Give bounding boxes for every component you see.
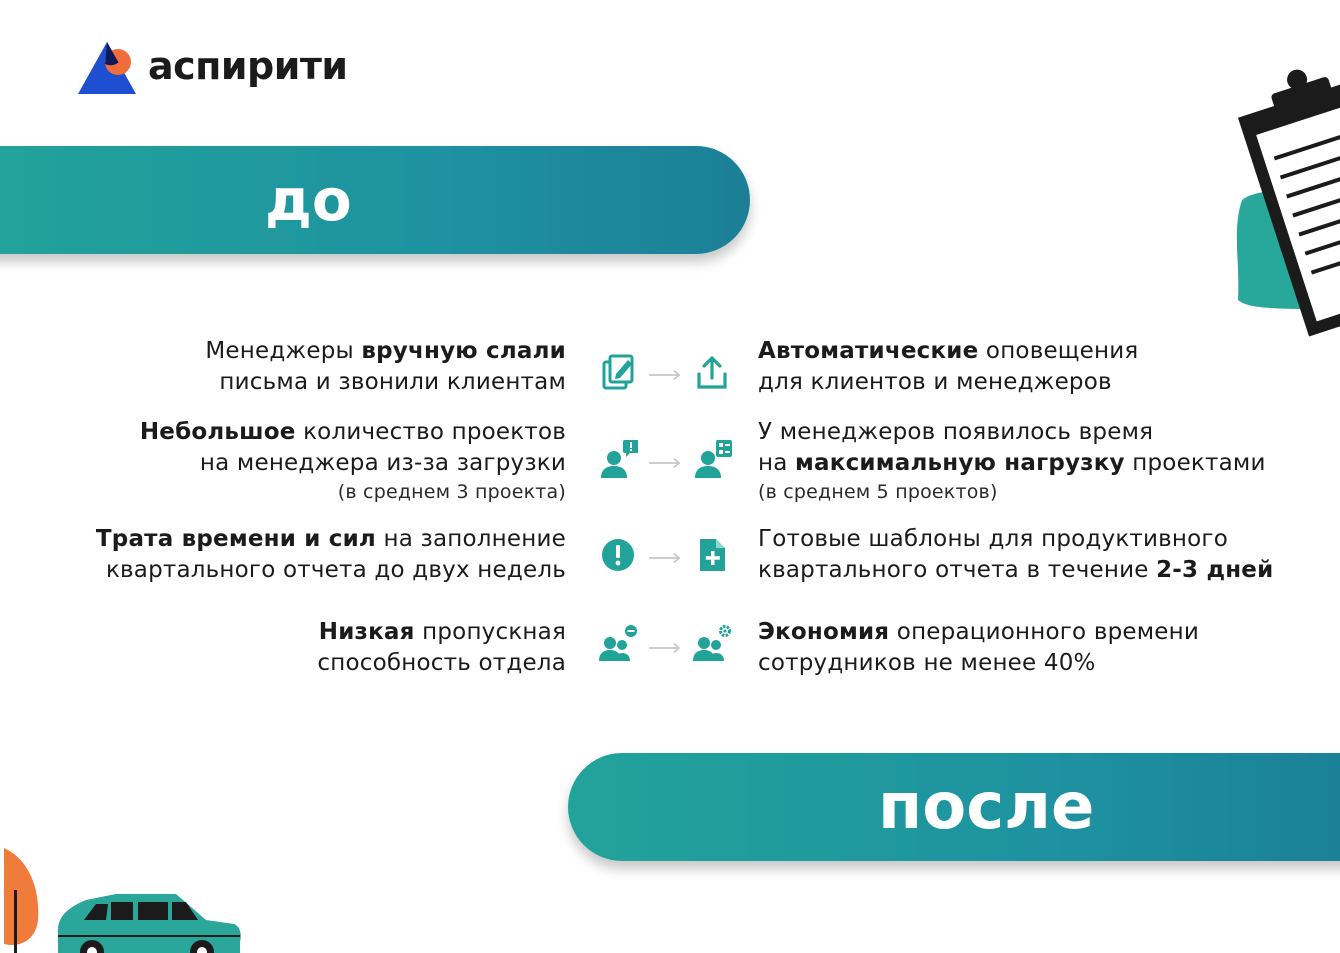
body-text: У менеджеров появилось время — [758, 419, 1154, 445]
text-line — [96, 524, 566, 555]
body-text: сотрудников не менее 40% — [758, 650, 1096, 676]
body-text: квартального отчета до двух недель — [105, 557, 566, 583]
before-description — [205, 336, 566, 398]
add-document-icon — [692, 535, 732, 575]
after-description — [758, 417, 1266, 505]
emphasis-text: Экономия — [758, 619, 890, 645]
upload-icon — [692, 352, 732, 392]
before-description — [317, 617, 566, 679]
emphasis-text: Трата времени и сил — [95, 526, 376, 552]
logo-mark-icon — [78, 40, 138, 96]
group-minus-icon — [598, 625, 638, 665]
text-line — [758, 367, 1138, 398]
body-text: оповещения — [978, 338, 1139, 364]
before-description — [140, 417, 566, 505]
emphasis-text: максимальную нагрузку — [795, 450, 1125, 476]
exclamation-circle-icon — [598, 535, 638, 575]
body-text: способность отдела — [317, 650, 566, 676]
before-banner-label: до — [265, 166, 352, 234]
emphasis-text: 2-3 дней — [1156, 557, 1274, 583]
body-text: на менеджера из-за загрузки — [199, 450, 566, 476]
text-line — [205, 367, 566, 398]
after-banner — [568, 753, 1340, 861]
text-line — [140, 448, 566, 479]
body-text: пропускная — [414, 619, 566, 645]
after-note: (в среднем 5 проектов) — [758, 481, 998, 503]
after-description — [758, 617, 1199, 679]
text-line — [317, 648, 566, 679]
group-settings-icon — [692, 625, 732, 665]
person-list-icon — [692, 440, 732, 480]
before-note: (в среднем 3 проекта) — [337, 481, 566, 503]
body-text: количество проектов — [295, 419, 566, 445]
clipboard-illustration — [1230, 60, 1340, 340]
edit-document-icon — [598, 352, 638, 392]
text-line — [140, 417, 566, 448]
text-line — [317, 617, 566, 648]
before-banner — [0, 146, 750, 254]
body-text: проектами — [1124, 450, 1266, 476]
car-illustration — [56, 890, 242, 953]
body-text: на — [758, 450, 796, 476]
emphasis-text: Низкая — [318, 619, 415, 645]
text-line — [758, 417, 1266, 448]
text-line — [205, 336, 566, 367]
body-text: Готовые шаблоны для продуктивного — [758, 526, 1228, 552]
arrow-right-icon — [648, 549, 682, 561]
body-text: на заполнение — [375, 526, 566, 552]
after-description — [758, 336, 1138, 398]
before-description — [96, 524, 566, 586]
text-line — [96, 555, 566, 586]
body-text: для клиентов и менеджеров — [758, 369, 1112, 395]
text-line — [758, 617, 1199, 648]
arrow-right-icon — [648, 366, 682, 378]
text-line — [758, 448, 1266, 479]
body-text: письма и звонили клиентам — [219, 369, 566, 395]
emphasis-text: Автоматические — [758, 338, 979, 364]
tree-illustration — [0, 840, 44, 953]
text-line — [758, 555, 1273, 586]
emphasis-text: Небольшое — [139, 419, 296, 445]
body-text: операционного времени — [889, 619, 1200, 645]
text-line — [758, 524, 1273, 555]
arrow-right-icon — [648, 639, 682, 651]
brand-logo — [78, 40, 348, 100]
after-banner-label: после — [878, 770, 1095, 844]
text-line — [758, 648, 1199, 679]
arrow-right-icon — [648, 454, 682, 466]
emphasis-text: вручную слали — [361, 338, 566, 364]
body-text: Менеджеры — [205, 338, 362, 364]
body-text: квартального отчета в течение — [758, 557, 1157, 583]
after-description — [758, 524, 1273, 586]
text-line — [758, 336, 1138, 367]
brand-name: аспирити — [148, 44, 348, 88]
person-alert-icon — [598, 440, 638, 480]
